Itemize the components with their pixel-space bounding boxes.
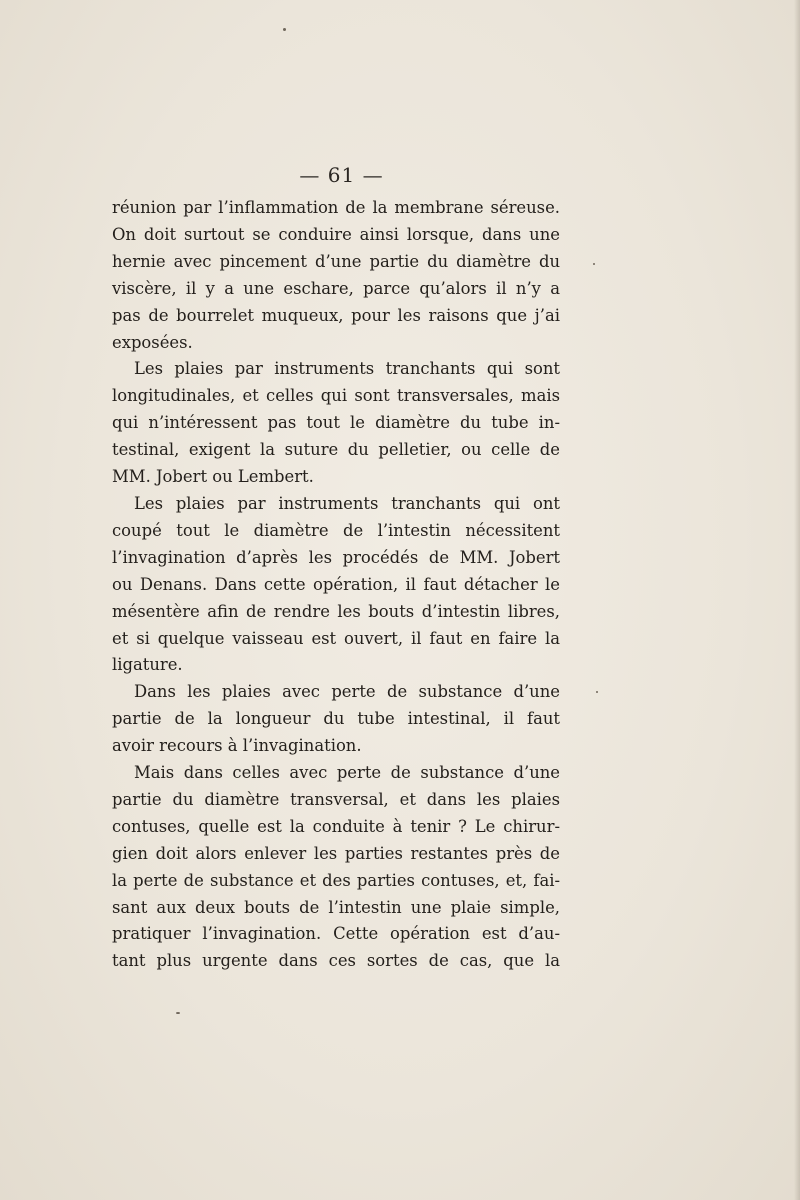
- text-line: viscère, il y a une eschare, parce qu’alors il n’y a: [112, 278, 560, 298]
- text-line: tant plus urgente dans ces sortes de cas, que la: [112, 951, 560, 971]
- text-line: Les plaies par instruments tranchants qui ont: [134, 493, 560, 513]
- text-line: l’invagination d’après les procédés de MM. Jobert: [112, 547, 560, 567]
- text-line: Dans les plaies avec perte de substance d’une: [134, 682, 560, 702]
- text-line: et si quelque vaisseau est ouvert, il faut en faire la: [112, 628, 560, 648]
- text-line: Mais dans celles avec perte de substance d’une: [134, 763, 560, 783]
- text-line: On doit surtout se conduire ainsi lorsque, dans une: [112, 224, 560, 244]
- text-line: la perte de substance et des parties contuses, et, fai-: [112, 870, 560, 890]
- text-line: gien doit alors enlever les parties restantes près de: [112, 843, 560, 863]
- text-line: sant aux deux bouts de l’intestin une plaie simple,: [112, 897, 560, 917]
- paper-speck: [593, 263, 595, 265]
- text-line: pas de bourrelet muqueux, pour les raisons que j’ai: [112, 305, 560, 325]
- text-line: partie du diamètre transversal, et dans les plaies: [112, 789, 560, 809]
- text-line: qui n’intéressent pas tout le diamètre du tube in-: [112, 413, 560, 433]
- text-line: MM. Jobert ou Lembert.: [112, 467, 314, 487]
- paper-speck: [596, 691, 598, 693]
- text-line: testinal, exigent la suture du pelletier, ou celle de: [112, 440, 560, 460]
- page-edge-shadow: [794, 0, 800, 1200]
- page-number: — 61 —: [299, 163, 384, 187]
- text-line: ou Denans. Dans cette opération, il faut détacher le: [112, 574, 560, 594]
- text-line: contuses, quelle est la conduite à tenir ? Le chirur-: [112, 816, 560, 836]
- paper-speck: [176, 1012, 180, 1014]
- paper-speck: [283, 28, 286, 31]
- text-line: mésentère afin de rendre les bouts d’intestin libres,: [112, 601, 560, 621]
- text-line: longitudinales, et celles qui sont transversales, mais: [112, 386, 560, 406]
- text-line: pratiquer l’invagination. Cette opération est d’au-: [112, 924, 560, 944]
- text-line: exposées.: [112, 332, 193, 352]
- text-line: hernie avec pincement d’une partie du diamètre du: [112, 251, 560, 271]
- text-line: partie de la longueur du tube intestinal, il faut: [112, 709, 560, 729]
- text-line: coupé tout le diamètre de l’intestin nécessitent: [112, 520, 560, 540]
- text-line: réunion par l’inflammation de la membrane séreuse.: [112, 198, 560, 217]
- text-line: ligature.: [112, 655, 183, 675]
- text-line: Les plaies par instruments tranchants qui sont: [134, 359, 560, 379]
- body-text: [112, 195, 560, 975]
- text-line: avoir recours à l’invagination.: [112, 736, 362, 756]
